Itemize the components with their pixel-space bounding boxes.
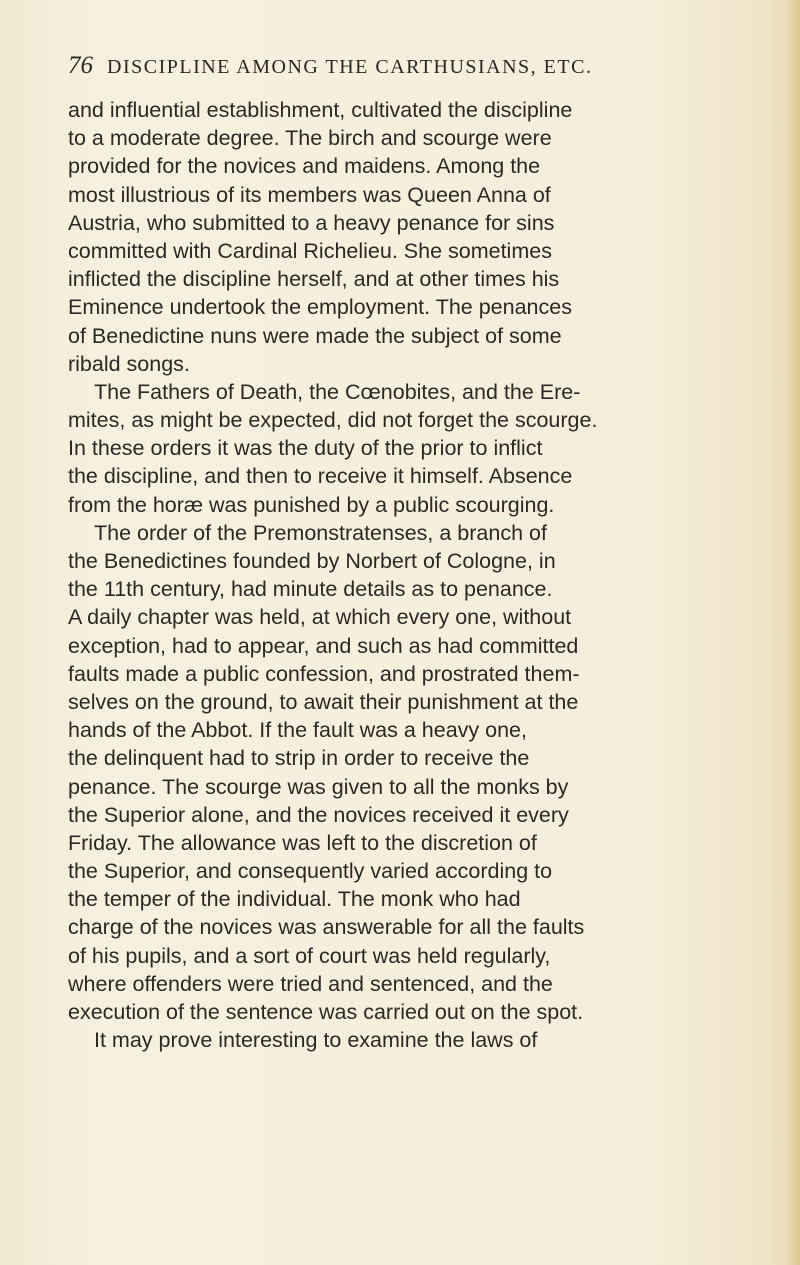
page-edge-shadow	[786, 0, 800, 1265]
page-number: 76	[68, 52, 93, 79]
text-line: the 11th century, had minute details as to penance.	[68, 577, 553, 602]
text-line: In these orders it was the duty of the prior to inflict	[68, 436, 543, 461]
text-line: provided for the novices and maidens. Among the	[68, 154, 541, 179]
text-line: of his pupils, and a sort of court was held regularly,	[68, 943, 551, 968]
text-line: to a moderate degree. The birch and scourge were	[68, 126, 552, 151]
text-line: hands of the Abbot. If the fault was a heavy one,	[68, 718, 527, 743]
text-line: where offenders were tried and sentenced, and the	[68, 971, 553, 996]
text-line: inflicted the discipline herself, and at other times his	[68, 267, 560, 292]
paragraph-start-line: The order of the Premonstratenses, a branch of	[94, 520, 547, 545]
running-title: DISCIPLINE AMONG THE CARTHUSIANS, ETC.	[107, 56, 593, 78]
text-line: charge of the novices was answerable for all the faults	[68, 915, 585, 940]
text-line: faults made a public confession, and prostrated them-	[68, 661, 580, 686]
text-line: mites, as might be expected, did not forget the scourge.	[68, 408, 598, 433]
text-line: the delinquent had to strip in order to receive the	[68, 746, 530, 771]
text-line: penance. The scourge was given to all the monks by	[68, 774, 569, 799]
page-header	[68, 52, 688, 86]
text-line: the discipline, and then to receive it himself. Absence	[68, 464, 573, 489]
body-text	[68, 96, 728, 1054]
text-line: selves on the ground, to await their punishment at the	[68, 689, 579, 714]
paragraph-start-line: It may prove interesting to examine the laws of	[94, 1028, 538, 1053]
text-line: Friday. The allowance was left to the discretion of	[68, 830, 537, 855]
text-line: execution of the sentence was carried out on the spot.	[68, 1000, 584, 1024]
text-line: Austria, who submitted to a heavy penance for sins	[68, 210, 555, 235]
text-line: ribald songs.	[68, 351, 190, 376]
text-line: and influential establishment, cultivated the discipline	[68, 98, 573, 122]
text-line: exception, had to appear, and such as had committed	[68, 633, 579, 658]
text-line: Eminence undertook the employment. The penances	[68, 295, 572, 320]
text-line: committed with Cardinal Richelieu. She sometimes	[68, 238, 552, 263]
text-line: A daily chapter was held, at which every one, without	[68, 605, 572, 630]
text-line: of Benedictine nuns were made the subject of some	[68, 323, 562, 348]
text-line: the temper of the individual. The monk who had	[68, 887, 521, 912]
paragraph-start-line: The Fathers of Death, the Cœnobites, and the Ere-	[94, 379, 581, 404]
text-line: most illustrious of its members was Queen Anna of	[68, 182, 551, 207]
text-line: the Superior, and consequently varied according to	[68, 859, 553, 884]
text-line: the Benedictines founded by Norbert of Cologne, in	[68, 549, 556, 573]
text-line: the Superior alone, and the novices received it every	[68, 802, 569, 827]
text-line: from the horæ was punished by a public scourging.	[68, 492, 555, 517]
